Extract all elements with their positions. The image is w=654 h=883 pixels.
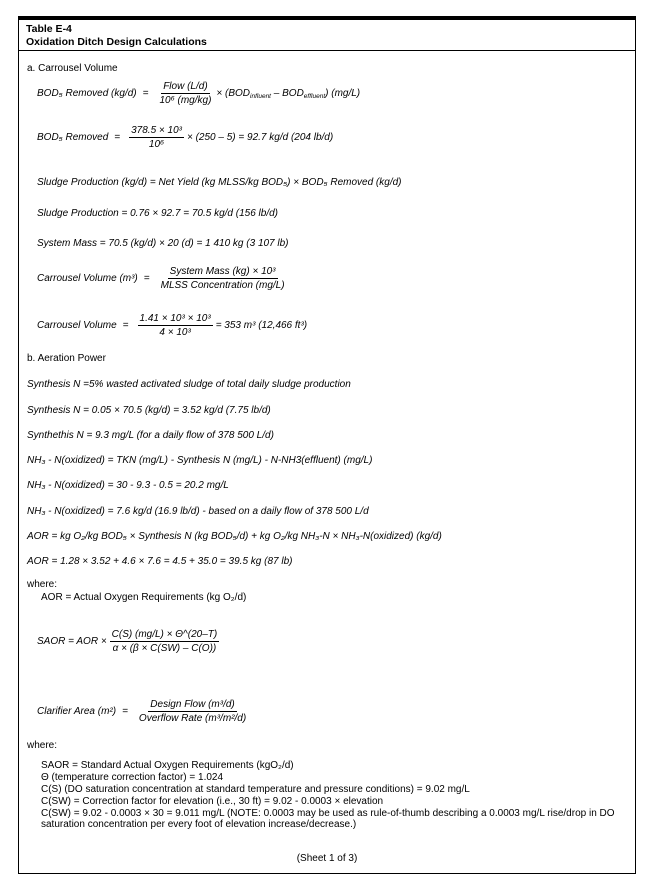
where-label: where: (27, 579, 58, 590)
definition-csw-value: C(SW) = 9.02 - 0.0003 × 30 = 9.011 mg/L (NOTE: 0.0003 may be used as rule-of-thumb describing a 0.0003 mg/L rise/drop in DO saturation concentration per every foot of elevation increase/decrease.) (41, 808, 615, 830)
eq1-denominator: 10⁶ (mg/kg) (159, 95, 212, 106)
eq1-fraction (157, 81, 213, 106)
eq7-fraction (138, 313, 213, 338)
table-frame (18, 16, 636, 874)
clarifier-denominator: Overflow Rate (m³/m²/d) (138, 713, 247, 724)
definition-saor: SAOR = Standard Actual Oxygen Requirements (kgO₂/d) (41, 760, 294, 771)
saor-lhs: SAOR = AOR × (37, 636, 107, 647)
eq7-numerator: 1.41 × 10³ × 10³ (139, 313, 211, 324)
line-nh3-oxidized-formula: NH₃ - N(oxidized) = TKN (mg/L) - Synthesis N (mg/L) - N-NH3(effluent) (mg/L) (27, 455, 373, 466)
table-number: Table E-4 (26, 23, 72, 35)
eq2-rhs: × (250 – 5) = 92.7 kg/d (204 lb/d) (186, 132, 334, 143)
equation-sludge-production-value: Sludge Production = 0.76 × 92.7 = 70.5 kg/d (156 lb/d) (37, 208, 279, 219)
eq2-numerator: 378.5 × 10³ (131, 125, 182, 136)
eq7-lhs: Carrousel Volume (37, 320, 117, 331)
line-synthesis-n-mgl: Synthethis N = 9.3 mg/L (for a daily flow of 378 500 L/d) (27, 430, 274, 441)
line-synthesis-n-value: Synthesis N = 0.05 × 70.5 (kg/d) = 3.52 kg/d (7.75 lb/d) (27, 405, 271, 416)
definition-theta: Θ (temperature correction factor) = 1.024 (41, 772, 224, 783)
equation-sludge-production: Sludge Production (kg/d) = Net Yield (kg MLSS/kg BOD₅) × BOD₅ Removed (kg/d) (37, 177, 402, 188)
eq6-op: = (143, 273, 150, 284)
eq7-op: = (122, 320, 129, 331)
clarifier-numerator: Design Flow (m³/d) (150, 699, 235, 710)
definition-csw: C(SW) = Correction factor for elevation (i.e., 30 ft) = 9.02 - 0.0003 × elevation (41, 796, 384, 807)
eq7-denominator: 4 × 10³ (159, 327, 191, 338)
equation-carrousel-volume-value (37, 313, 307, 338)
line-nh3-oxidized-value: NH₃ - N(oxidized) = 30 - 9.3 - 0.5 = 20.2 mg/L (27, 480, 229, 491)
clarifier-fraction (137, 699, 248, 724)
eq1-rhs: × $(BOD_{influent} - BOD_{effluent})$ (mg/L) (216, 87, 361, 100)
saor-denominator: α × (β × C(SW) – C(O)) (112, 643, 217, 654)
eq1-op: = (142, 88, 149, 99)
clarifier-lhs: Clarifier Area (m²) (37, 706, 117, 717)
equation-carrousel-volume (37, 266, 290, 291)
equation-system-mass: System Mass = 70.5 (kg/d) × 20 (d) = 1 410 kg (3 107 lb) (37, 238, 289, 249)
line-aor-value: AOR = 1.28 × 3.52 + 4.6 × 7.6 = 4.5 + 35.0 = 39.5 kg (87 lb) (27, 556, 293, 567)
sheet-number: (Sheet 1 of 3) (296, 853, 358, 864)
table-header (19, 17, 635, 51)
where-label-2: where: (27, 740, 58, 751)
table-title: Oxidation Ditch Design Calculations (26, 36, 207, 48)
eq6-lhs: Carrousel Volume (m³) (37, 273, 138, 284)
section-b-heading: b. Aeration Power (27, 353, 106, 364)
clarifier-op: = (122, 706, 128, 717)
eq1-lhs: BOD₅ Removed (kg/d) (37, 88, 137, 99)
section-a-heading: a. Carrousel Volume (27, 63, 118, 74)
aor-definition: AOR = Actual Oxygen Requirements (kg O₂/d) (41, 592, 247, 603)
equation-bod-removed (37, 81, 360, 106)
equation-clarifier-area (37, 699, 251, 724)
line-nh3-oxidized-kgd: NH₃ - N(oxidized) = 7.6 kg/d (16.9 lb/d) - based on a daily flow of 378 500 L/d (27, 506, 369, 517)
definition-cs: C(S) (DO saturation concentration at standard temperature and pressure conditions) = 9.02 mg/L (41, 784, 470, 795)
eq2-lhs: BOD₅ Removed (37, 132, 109, 143)
line-aor-formula: AOR = kg O₂/kg BOD₅ × Synthesis N (kg BOD₅/d) + kg O₂/kg NH₃-N × NH₃-N(oxidized) (kg/d) (27, 531, 442, 542)
line-synthesis-n-percent: Synthesis N =5% wasted activated sludge of total daily sludge production (27, 379, 351, 390)
eq2-fraction (129, 125, 184, 150)
eq2-op: = (114, 132, 121, 143)
eq7-rhs: = 353 m³ (12,466 ft³) (215, 320, 308, 331)
eq2-denominator: 10⁶ (148, 139, 165, 150)
equation-saor (37, 629, 222, 654)
eq6-fraction (159, 266, 287, 291)
eq6-numerator: System Mass (kg) × 10³ (169, 266, 276, 277)
saor-numerator: C(S) (mg/L) × Θ^(20–T) (111, 629, 218, 640)
saor-fraction (110, 629, 220, 654)
eq1-numerator: Flow (L/d) (163, 81, 208, 92)
equation-bod-removed-value (37, 125, 333, 150)
eq6-denominator: MLSS Concentration (mg/L) (160, 280, 285, 291)
